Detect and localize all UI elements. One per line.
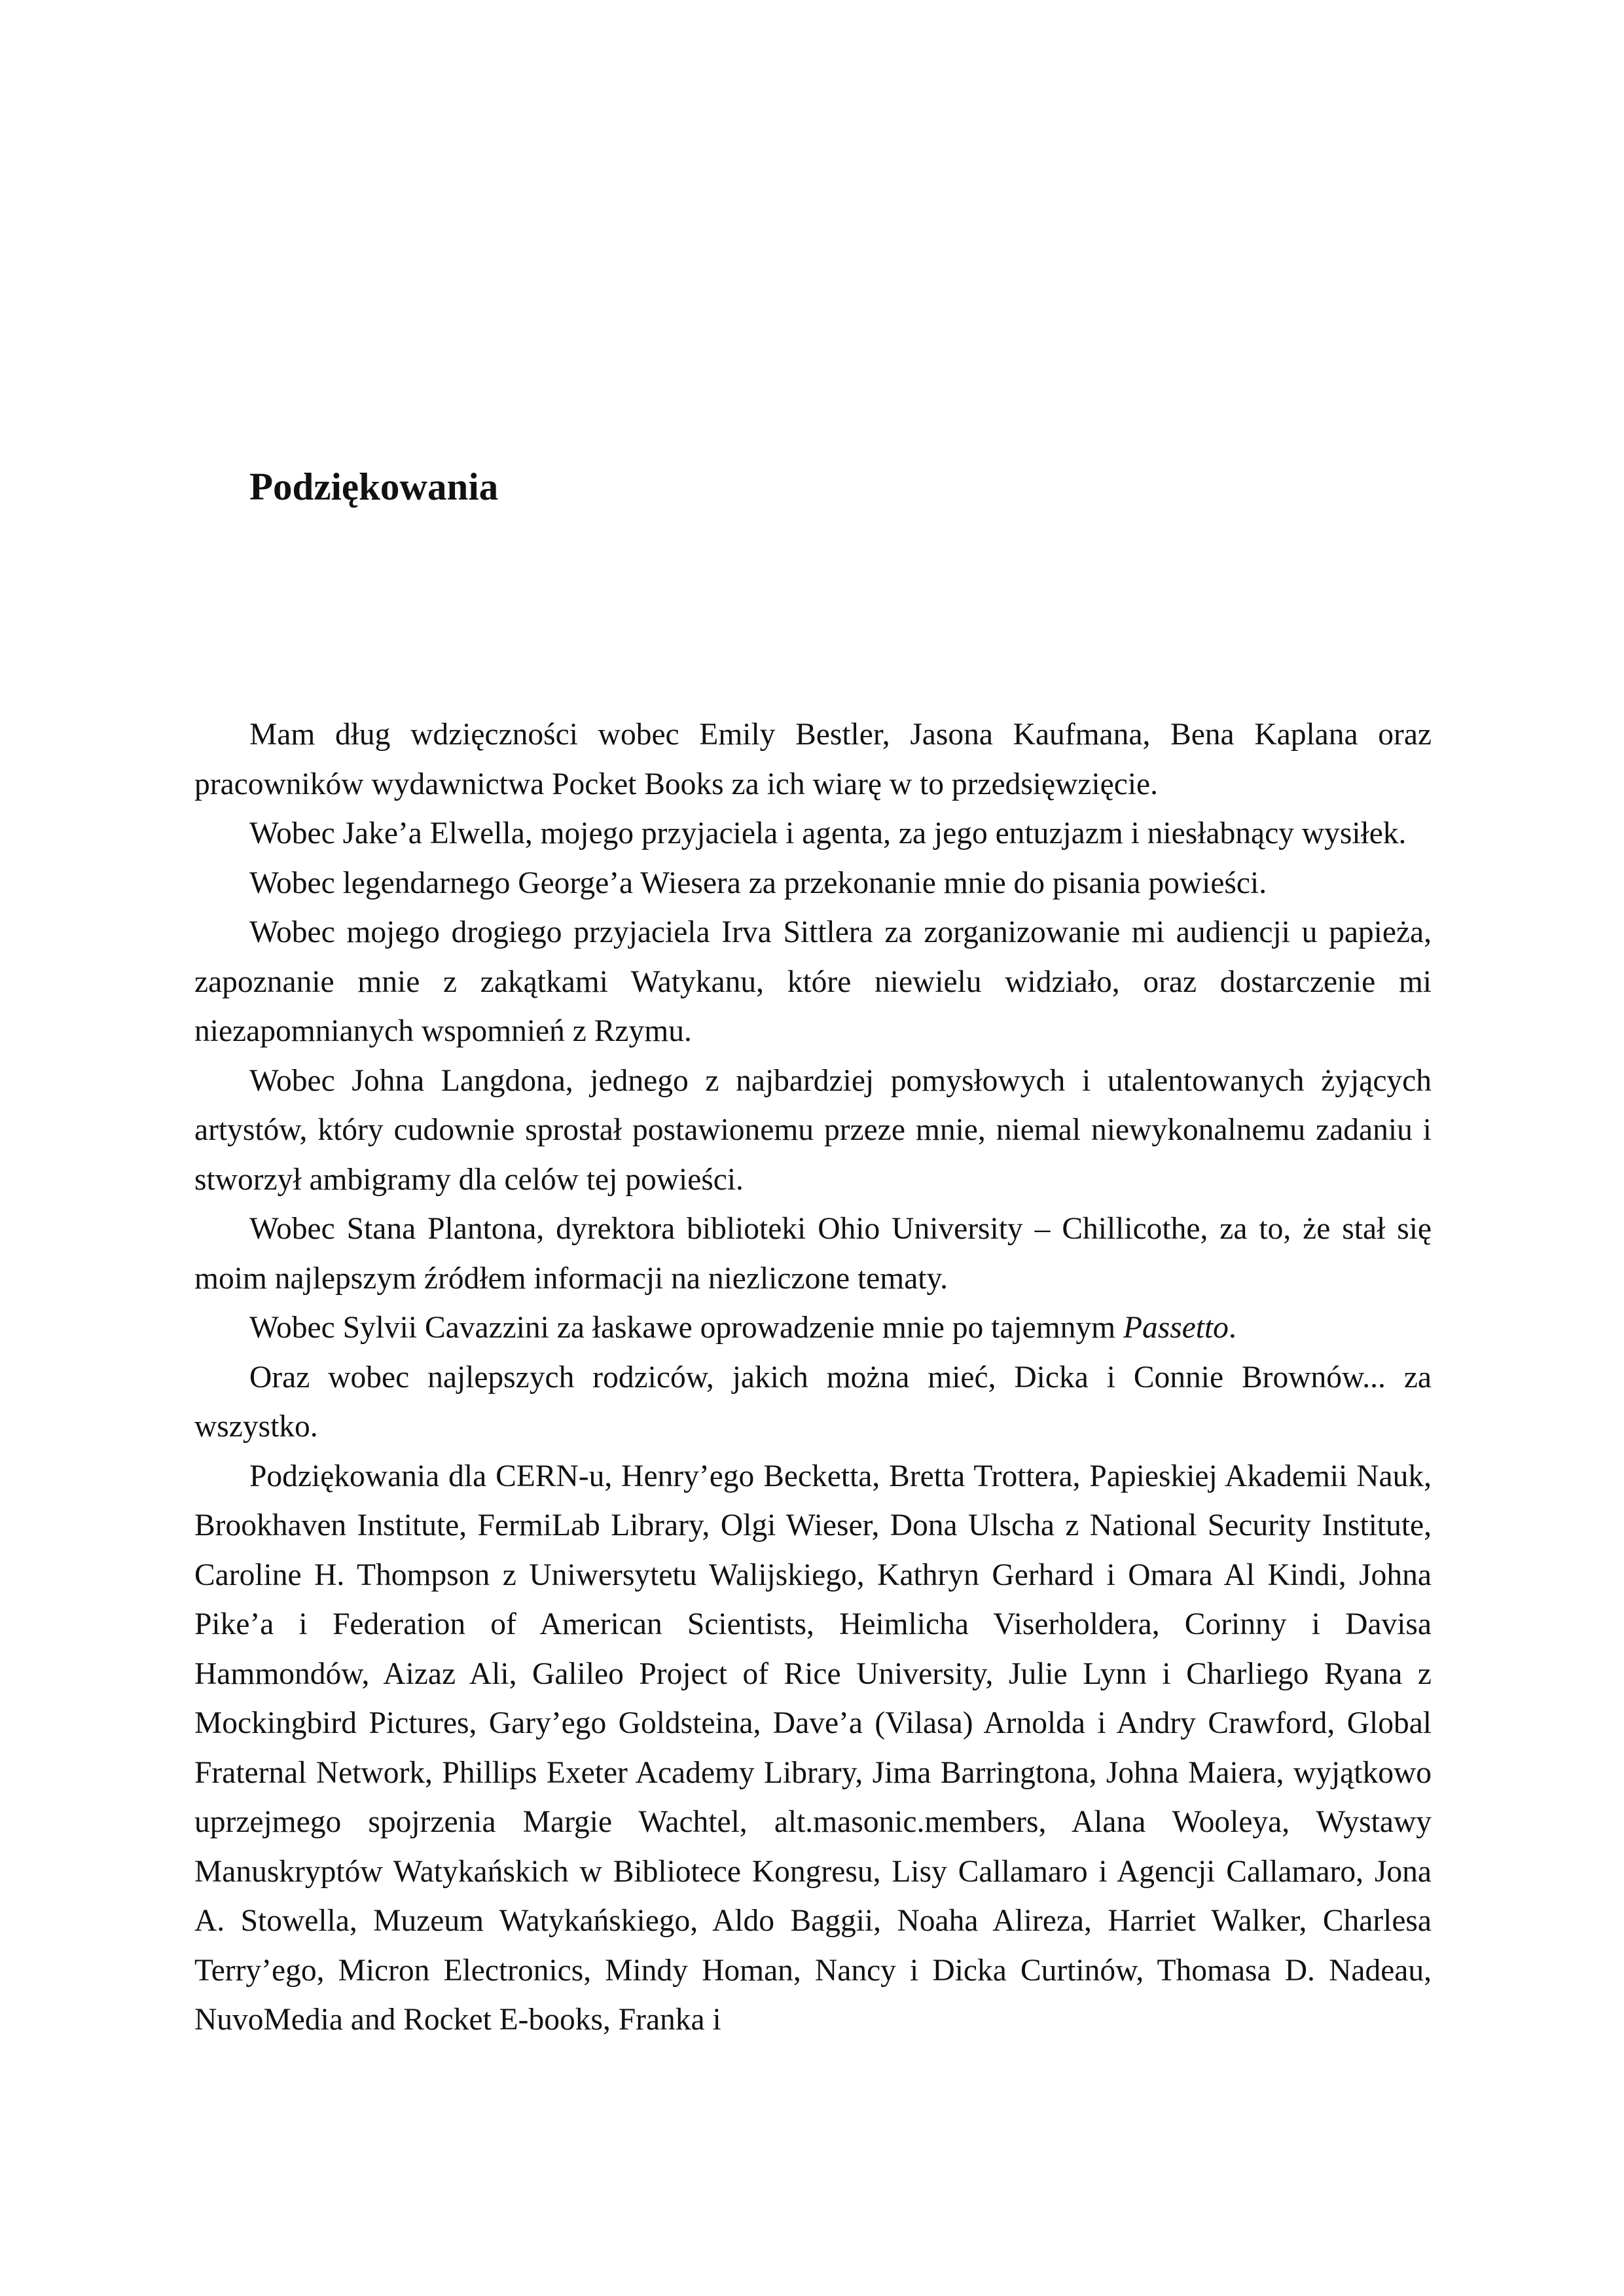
page-title: Podziękowania: [249, 465, 499, 508]
paragraph-4: Wobec mojego drogiego przyjaciela Irva Sittlera za zorganizowanie mi audiencji u papieża, zapoznanie mnie z zakątkami Watykanu, które niewielu widziało, oraz dostarczenie mi niezapomnianych wspomnień z Rzymu.: [194, 915, 1432, 1048]
paragraph-9: Podziękowania dla CERN-u, Henry’ego Becketta, Bretta Trottera, Papieskiej Akademii Nauk, Brookhaven Institute, FermiLab Library, Olgi Wieser, Dona Ulscha z National Security Institute, Caroline H. Thompson z Uniwersytetu Walijskiego, Kathryn Gerhard i Omara Al Kindi, Johna Pike’a i Federation of American Scientists, Heimlicha Viserholdera, Corinny i Davisa Hammondów, Aizaz Ali, Galileo Project of Rice University, Julie Lynn i Charliego Ryana z Mockingbird Pictures, Gary’ego Goldsteina, Dave’a (Vilasa) Arnolda i Andry Crawford, Global Fraternal Network, Phillips Exeter Academy Library, Jima Barringtona, Johna Maiera, wyjątkowo uprzejmego spojrzenia Margie Wachtel, alt.masonic.members, Alana Wooleya, Wystawy Manuskryptów Watykańskich w Bibliotece Kongresu, Lisy Callamaro i Agencji Callamaro, Jona A. Stowella, Muzeum Watykańskiego, Aldo Baggii, Noaha Alireza, Harriet Walker, Charlesa Terry’ego, Micron Electronics, Mindy Homan, Nancy i Dicka Curtinów, Thomasa D. Nadeau, NuvoMedia and Rocket E-books, Franka i: [194, 1459, 1432, 2037]
passetto-italic: Passetto: [1123, 1311, 1229, 1345]
paragraph-3: Wobec legendarnego George’a Wiesera za przekonanie mnie do pisania powieści.: [249, 866, 1267, 900]
paragraph-7: [194, 1303, 1432, 1353]
paragraph-7-text: Wobec Sylvii Cavazzini za łaskawe oprowadzenie mnie po tajemnym: [249, 1311, 1123, 1345]
paragraph-7-end: .: [1228, 1311, 1236, 1345]
paragraph-1: Mam dług wdzięczności wobec Emily Bestler, Jasona Kaufmana, Bena Kaplana oraz pracowników wydawnictwa Pocket Books za ich wiarę w to przedsięwzięcie.: [194, 718, 1432, 801]
body-text: [194, 710, 1432, 2045]
paragraph-5: Wobec Johna Langdona, jednego z najbardziej pomysłowych i utalentowanych żyjących artystów, który cudownie sprostał postawionemu przeze mnie, niemal niewykonalnemu zadaniu i stworzył ambigramy dla celów tej powieści.: [194, 1063, 1432, 1197]
paragraph-6: Wobec Stana Plantona, dyrektora biblioteki Ohio University – Chillicothe, za to, że stał się moim najlepszym źródłem informacji na niezliczone tematy.: [194, 1212, 1432, 1296]
paragraph-2: Wobec Jake’a Elwella, mojego przyjaciela i agenta, za jego entuzjazm i niesłabnący wysiłek.: [249, 816, 1407, 850]
paragraph-8: Oraz wobec najlepszych rodziców, jakich można mieć, Dicka i Connie Brownów... za wszystko.: [194, 1360, 1432, 1444]
